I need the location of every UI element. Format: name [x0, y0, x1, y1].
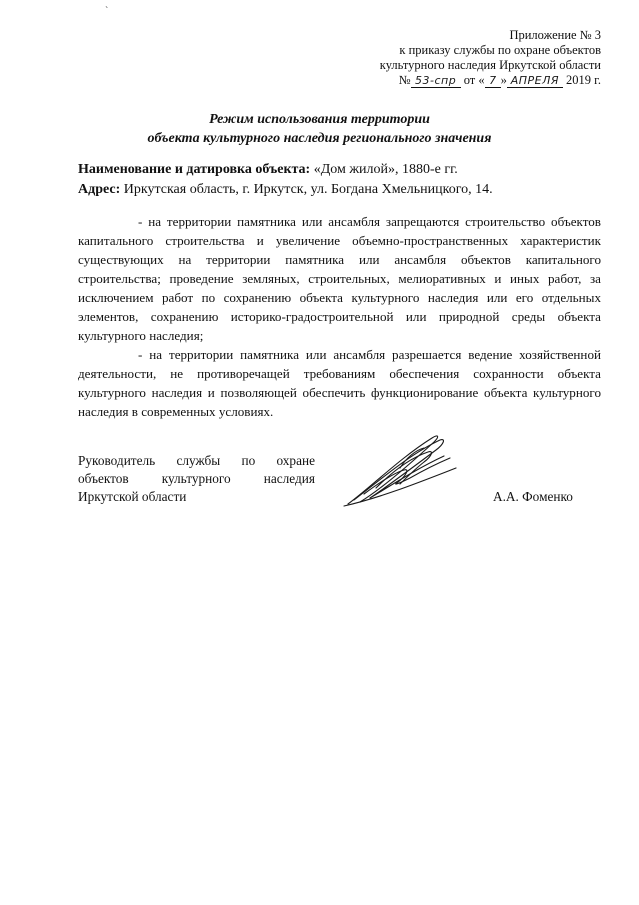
appendix-title: Приложение № 3 [509, 28, 601, 42]
date-year: 2019 г. [566, 73, 601, 87]
title-line-1: Режим использования территории [209, 112, 430, 127]
object-name-value: «Дом жилой», 1880-е гг. [313, 162, 458, 177]
object-address-label: Адрес: [78, 182, 121, 197]
object-name-label: Наименование и датировка объекта: [78, 162, 311, 177]
handwritten-month: АПРЕЛЯ [507, 74, 563, 88]
handwritten-order-number: 53-спр [411, 74, 461, 88]
regime-paragraph-prohibitions: - на территории памятника или ансамбля запрещаются строительство объектов капитального строительства и увеличение объемно-пространственных характеристик существующих на территории памятника или ансамбля объектов капитального строительства; проведение земляных, строительных, мелиоративных и иных работ, за исключением работ по сохранению объекта культурного наследия или его отдельных элементов, сохранению историко-градостроительной или природной среды объекта культурного наследия; [78, 214, 601, 343]
title-line-2: объекта культурного наследия регионального значения [147, 131, 492, 146]
handwritten-signature-icon [340, 428, 460, 510]
signer-name: А.А. Фоменко [493, 489, 573, 504]
appendix-agency: культурного наследия Иркутской области [379, 58, 601, 72]
number-prefix: № [398, 73, 411, 87]
object-address-row [78, 180, 608, 200]
object-info [78, 160, 608, 200]
handwritten-day: 7 [485, 74, 501, 88]
object-address-value: Иркутская область, г. Иркутск, ул. Богдана Хмельницкого, 14. [123, 182, 493, 197]
date-quote-close: » [500, 73, 507, 87]
signatory-position-main: Руководитель службы по охране объектов культурного наследия [78, 453, 315, 486]
object-name-row [78, 160, 608, 180]
date-from-label: от « [463, 73, 485, 87]
appendix-header [301, 28, 601, 88]
appendix-order-number-date [301, 73, 601, 88]
regime-paragraph-permissions: - на территории памятника или ансамбля разрешается ведение хозяйственной деятельности, не противоречащей требованиям обеспечения сохранности объекта культурного наследия и позволяющей обеспечить функционирование объекта культурного наследия в современных условиях. [78, 347, 601, 419]
regime-body [78, 212, 601, 421]
appendix-order-ref: к приказу службы по охране объектов [399, 43, 601, 57]
document-title [0, 110, 639, 148]
signatory-position-region: Иркутской области [78, 489, 187, 504]
signatory-position [78, 452, 315, 506]
stray-mark: ` [105, 6, 109, 17]
